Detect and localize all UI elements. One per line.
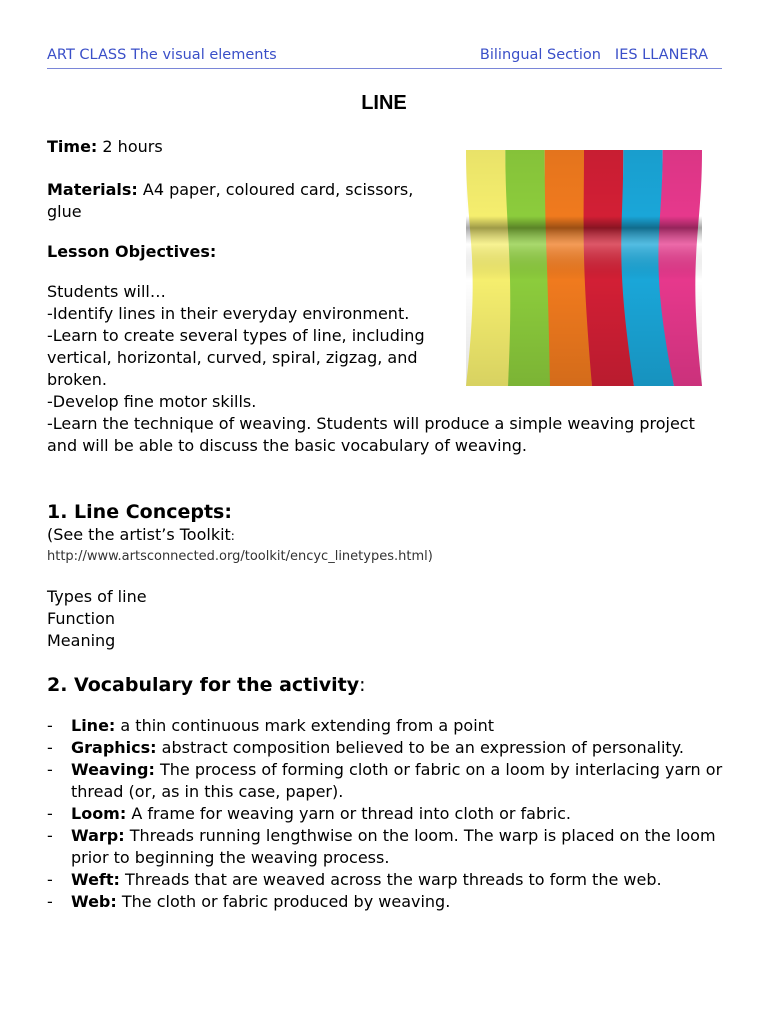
vocab-item	[47, 869, 727, 891]
vocab-definition: The process of forming cloth or fabric on a loom by interlacing yarn or thread (or, as in this case, paper).	[71, 760, 723, 801]
header-course-title: ART CLASS The visual elements	[47, 47, 277, 63]
materials-label: Materials:	[47, 180, 138, 199]
vocab-definition: Threads that are weaved across the warp threads to form the web.	[119, 870, 662, 889]
vocab-term: Weaving:	[71, 760, 155, 779]
toolkit-note	[47, 524, 727, 547]
vocab-definition: abstract composition believed to be an expression of personality.	[156, 738, 684, 757]
header-school-info	[480, 47, 708, 63]
vocab-term: Loom:	[71, 804, 127, 823]
section-vocabulary-heading	[47, 673, 727, 697]
vocab-definition: a thin continuous mark extending from a point	[115, 716, 495, 735]
objectives-intro: Students will…	[47, 282, 166, 301]
page-title: LINE	[361, 92, 407, 114]
vocab-term: Weft:	[71, 870, 120, 889]
toolkit-note-text: (See the artist’s Toolkit	[47, 525, 231, 544]
materials-value: A4 paper, coloured card, scissors, glue	[47, 180, 414, 221]
vocabulary-heading-text: 2. Vocabulary for the activity	[47, 674, 360, 696]
vocab-item	[47, 737, 727, 759]
header-school: IES LLANERA	[614, 47, 708, 63]
vocabulary-heading-colon: :	[359, 674, 366, 696]
header-section: Bilingual Section	[479, 47, 601, 63]
objective-item: -Learn the technique of weaving. Students will produce a simple weaving project and will be able to discuss the basic vocabulary of weaving.	[47, 414, 695, 455]
lesson-content	[47, 136, 727, 913]
objective-item: -Develop fine motor skills.	[47, 392, 257, 411]
vocab-term: Web:	[71, 892, 117, 911]
toolkit-url: http://www.artsconnected.org/toolkit/encyc_linetypes.html)	[47, 549, 433, 564]
materials-line	[47, 179, 452, 223]
section-line-concepts-heading: 1. Line Concepts:	[47, 501, 232, 523]
vocab-definition: Threads running lengthwise on the loom. The warp is placed on the loom prior to beginning the weaving process.	[71, 826, 716, 867]
time-line	[47, 136, 727, 158]
vocab-term: Graphics:	[71, 738, 157, 757]
time-value: 2 hours	[97, 137, 163, 156]
concept-item: Function	[47, 609, 116, 628]
toolkit-note-colon: :	[230, 529, 235, 543]
vocab-item	[47, 715, 727, 737]
time-label: Time:	[47, 137, 98, 156]
concept-item: Meaning	[47, 631, 116, 650]
vocab-item	[47, 803, 727, 825]
vocab-term: Warp:	[71, 826, 125, 845]
vocab-definition: A frame for weaving yarn or thread into cloth or fabric.	[126, 804, 572, 823]
vocab-item	[47, 891, 727, 913]
concept-item: Types of line	[47, 587, 147, 606]
vocabulary-list	[47, 715, 727, 913]
page-header	[47, 44, 722, 69]
vocab-term: Line:	[71, 716, 116, 735]
objectives-heading: Lesson Objectives:	[47, 242, 217, 261]
vocab-definition: The cloth or fabric produced by weaving.	[116, 892, 451, 911]
objective-item: -Identify lines in their everyday environment.	[47, 304, 410, 323]
objective-item: -Learn to create several types of line, including vertical, horizontal, curved, spiral, zigzag, and broken.	[47, 326, 425, 389]
vocab-item	[47, 759, 727, 803]
vocab-item	[47, 825, 727, 869]
